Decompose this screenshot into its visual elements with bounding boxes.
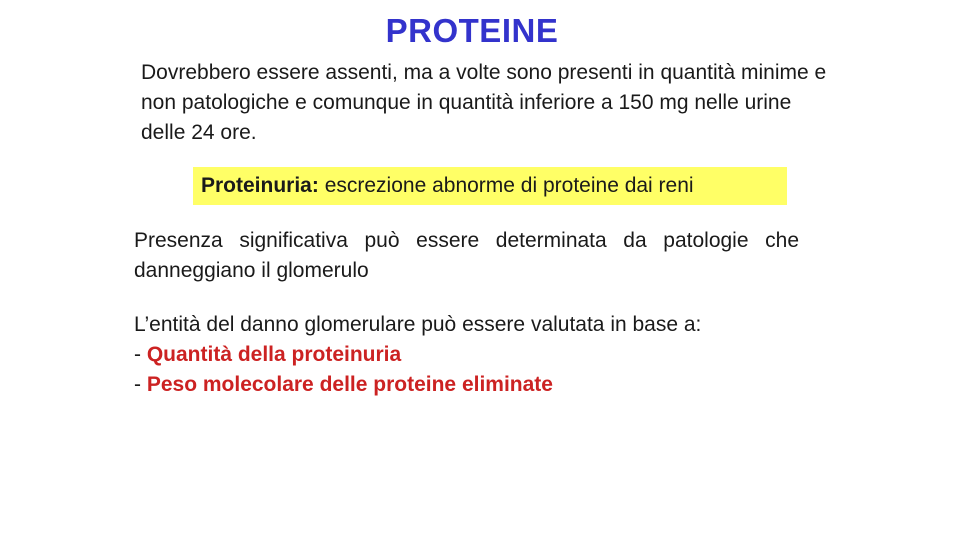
- definition-box: [193, 167, 787, 205]
- presence-paragraph: Presenza significativa può essere determinata da patologie che danneggiano il glomerulo: [134, 229, 799, 282]
- list-item: [134, 370, 834, 400]
- list-item-text: Peso molecolare delle proteine eliminate: [146, 373, 553, 396]
- definition-term: Proteinuria:: [201, 174, 319, 197]
- slide-title: PROTEINE: [385, 12, 559, 49]
- assessment-lead: L’entità del danno glomerulare può essere valutata in base a:: [134, 313, 702, 336]
- list-dash: -: [134, 343, 147, 366]
- assessment-block: [134, 310, 834, 400]
- definition-text: escrezione abnorme di proteine dai reni: [318, 174, 694, 197]
- list-item: [134, 340, 834, 370]
- intro-paragraph: Dovrebbero essere assenti, ma a volte sono presenti in quantità minime e non patologiche e comunque in quantità inferiore a 150 mg nelle urine delle 24 ore.: [141, 61, 827, 144]
- list-item-text: Quantità della proteinuria: [146, 343, 402, 366]
- list-dash: -: [134, 373, 147, 396]
